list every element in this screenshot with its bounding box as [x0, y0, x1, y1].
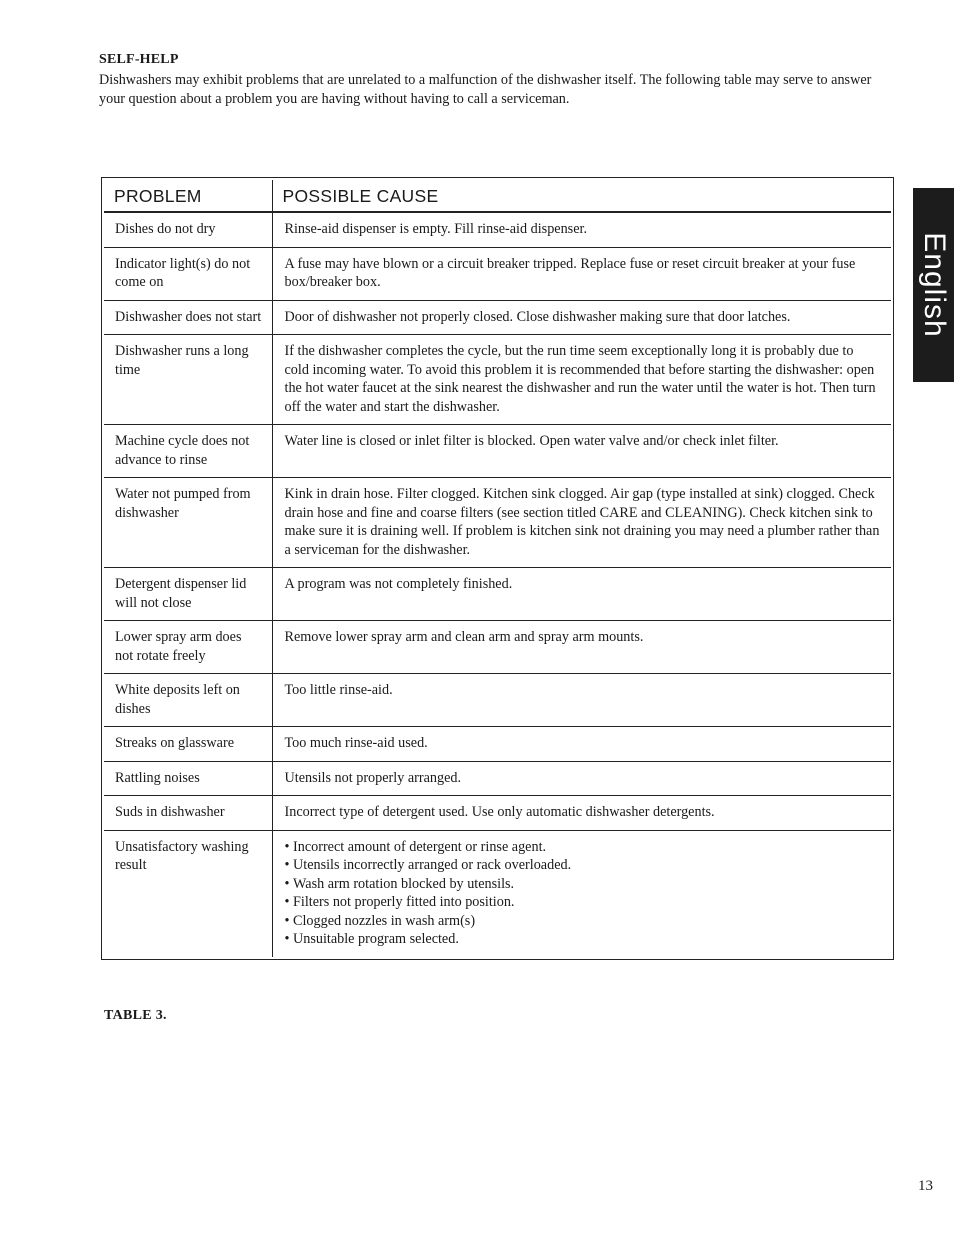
cause-bullet-list: [285, 838, 882, 949]
table-row: [104, 568, 891, 621]
problem-cell: Unsatisfactory washing result: [104, 830, 272, 957]
problem-cell: Streaks on glassware: [104, 727, 272, 762]
cause-cell: A program was not completely finished.: [272, 568, 891, 621]
cause-cell: Utensils not properly arranged.: [272, 761, 891, 796]
cause-cell: Kink in drain hose. Filter clogged. Kitchen sink clogged. Air gap (type installed at sink) clogged. Check drain hose and fine and coarse filters (see section titled CARE and CLEANING). Check kitchen sink to make sure it is draining well. If problem is kitchen sink not draining you may need a plumber rather than a serviceman for the dishwasher.: [272, 478, 891, 568]
troubleshooting-table: [104, 180, 891, 957]
cause-cell: A fuse may have blown or a circuit breaker tripped. Replace fuse or reset circuit breaker at your fuse box/breaker box.: [272, 247, 891, 300]
table-row: [104, 212, 891, 247]
cause-bullet: • Unsuitable program selected.: [285, 930, 882, 949]
cause-cell: Too much rinse-aid used.: [272, 727, 891, 762]
table-header-row: [104, 180, 891, 212]
problem-cell: Dishes do not dry: [104, 212, 272, 247]
problem-cell: Dishwasher runs a long time: [104, 335, 272, 425]
cause-cell: Too little rinse-aid.: [272, 674, 891, 727]
language-tab: [913, 188, 954, 382]
problem-cell: Machine cycle does not advance to rinse: [104, 425, 272, 478]
section-heading: SELF-HELP: [99, 52, 179, 67]
problem-cell: White deposits left on dishes: [104, 674, 272, 727]
problem-cell: Indicator light(s) do not come on: [104, 247, 272, 300]
cause-cell: Water line is closed or inlet filter is blocked. Open water valve and/or check inlet filter.: [272, 425, 891, 478]
table-row: [104, 478, 891, 568]
problem-cell: Rattling noises: [104, 761, 272, 796]
table-row: [104, 300, 891, 335]
table-row: [104, 727, 891, 762]
table-caption: TABLE 3.: [104, 1008, 167, 1023]
cause-bullet: • Incorrect amount of detergent or rinse agent.: [285, 838, 882, 857]
cause-bullet: • Clogged nozzles in wash arm(s): [285, 912, 882, 931]
table-row: [104, 425, 891, 478]
page-number: 13: [918, 1178, 933, 1194]
cause-cell: Incorrect type of detergent used. Use only automatic dishwasher detergents.: [272, 796, 891, 831]
table-row: [104, 761, 891, 796]
intro-paragraph: Dishwashers may exhibit problems that are unrelated to a malfunction of the dishwasher itself. The following table may serve to answer your question about a problem you are having without having to call a serviceman.: [99, 72, 872, 107]
problem-cell: Dishwasher does not start: [104, 300, 272, 335]
table-row: [104, 830, 891, 957]
problem-cell: Lower spray arm does not rotate freely: [104, 621, 272, 674]
cause-bullet: • Filters not properly fitted into position.: [285, 893, 882, 912]
cause-cell: If the dishwasher completes the cycle, but the run time seem exceptionally long it is probably due to cold incoming water. To avoid this problem it is recommended that before starting the dishwasher: open the hot water faucet at the sink nearest the dishwasher and run the water until the water is hot. Then turn off the water and start the dishwasher.: [272, 335, 891, 425]
language-tab-label: English: [917, 232, 951, 338]
table-row: [104, 796, 891, 831]
cause-cell: [272, 830, 891, 957]
cause-bullet: • Utensils incorrectly arranged or rack overloaded.: [285, 856, 882, 875]
problem-cell: Detergent dispenser lid will not close: [104, 568, 272, 621]
problem-cell: Water not pumped from dishwasher: [104, 478, 272, 568]
problem-cell: Suds in dishwasher: [104, 796, 272, 831]
table-row: [104, 674, 891, 727]
header-problem: PROBLEM: [104, 180, 272, 212]
cause-bullet: • Wash arm rotation blocked by utensils.: [285, 875, 882, 894]
cause-cell: Remove lower spray arm and clean arm and spray arm mounts.: [272, 621, 891, 674]
table-row: [104, 247, 891, 300]
table-row: [104, 335, 891, 425]
troubleshooting-table-frame: [101, 177, 894, 960]
cause-cell: Rinse-aid dispenser is empty. Fill rinse-aid dispenser.: [272, 212, 891, 247]
table-row: [104, 621, 891, 674]
header-possible-cause: POSSIBLE CAUSE: [272, 180, 891, 212]
cause-cell: Door of dishwasher not properly closed. Close dishwasher making sure that door latches.: [272, 300, 891, 335]
